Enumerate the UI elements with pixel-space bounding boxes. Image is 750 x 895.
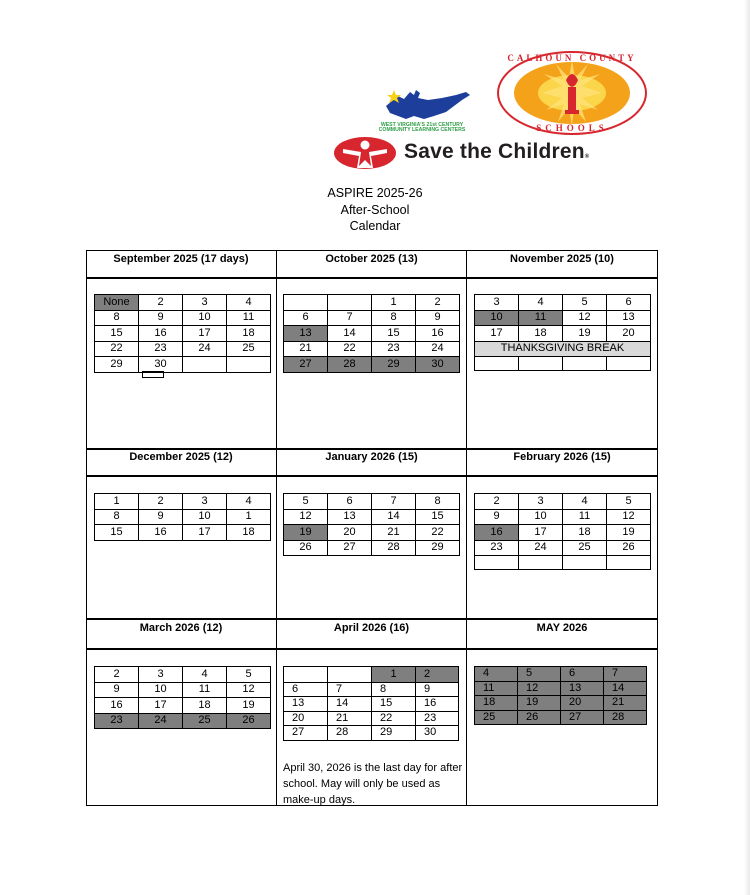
day-cell <box>607 556 651 570</box>
day-cell: 19 <box>518 696 561 711</box>
day-cell: 16 <box>416 326 460 342</box>
day-cell: 30 <box>416 357 460 373</box>
day-cell: 13 <box>607 310 651 326</box>
day-cell: 29 <box>95 357 139 373</box>
calendar-october <box>283 294 460 373</box>
day-cell: 16 <box>95 698 139 714</box>
day-cell: 2 <box>416 295 460 311</box>
day-cell: 24 <box>183 341 227 357</box>
calendar-january <box>283 493 460 556</box>
day-cell: 10 <box>519 509 563 525</box>
day-cell: 28 <box>328 726 372 741</box>
day-cell: 18 <box>227 525 271 541</box>
day-cell: 19 <box>607 525 651 541</box>
day-cell: 28 <box>604 710 647 725</box>
day-cell: 11 <box>563 509 607 525</box>
day-cell: 23 <box>416 711 459 726</box>
calendar-may <box>474 666 647 725</box>
calendar-december <box>94 493 271 541</box>
page-edge <box>744 0 750 895</box>
day-cell: 2 <box>416 667 459 683</box>
day-cell: 14 <box>604 681 647 696</box>
day-cell: 23 <box>372 341 416 357</box>
day-cell: 3 <box>519 494 563 510</box>
day-cell: 17 <box>139 698 183 714</box>
month-title-november: November 2025 (10) <box>510 253 614 265</box>
day-cell: 13 <box>284 697 328 712</box>
day-cell: 7 <box>604 667 647 682</box>
day-cell <box>519 556 563 570</box>
calendar-april <box>283 666 459 741</box>
day-cell: 10 <box>183 310 227 326</box>
wv-21st-century-logo <box>358 86 490 134</box>
row-divider <box>86 277 658 279</box>
day-cell: 10 <box>139 682 183 698</box>
day-cell: 9 <box>95 682 139 698</box>
day-cell: 28 <box>328 357 372 373</box>
calendar-september <box>94 294 271 373</box>
calendar-november <box>474 294 651 371</box>
day-cell: 8 <box>95 509 139 525</box>
month-title-january: January 2026 (15) <box>325 451 418 463</box>
day-cell: 28 <box>372 540 416 556</box>
day-cell: 25 <box>183 713 227 729</box>
day-cell: 18 <box>563 525 607 541</box>
day-cell: 5 <box>518 667 561 682</box>
day-cell: 23 <box>95 713 139 729</box>
title-line-1: ASPIRE 2025-26 <box>327 186 423 200</box>
column-divider <box>276 250 277 806</box>
column-divider <box>466 250 467 806</box>
day-cell: 16 <box>139 525 183 541</box>
day-cell: 19 <box>563 326 607 342</box>
calendar-title <box>300 185 450 235</box>
day-cell: 7 <box>372 494 416 510</box>
day-cell: 2 <box>95 667 139 683</box>
day-cell: 23 <box>475 540 519 556</box>
day-cell: 9 <box>139 310 183 326</box>
day-cell: 3 <box>475 295 519 311</box>
day-cell: 24 <box>416 341 460 357</box>
day-cell: 6 <box>284 310 328 326</box>
day-cell: 4 <box>227 494 271 510</box>
day-cell: 8 <box>416 494 460 510</box>
day-cell: 16 <box>139 326 183 342</box>
title-line-3: Calendar <box>349 219 401 233</box>
day-cell: 15 <box>372 326 416 342</box>
day-cell: 8 <box>372 682 416 697</box>
day-cell <box>607 357 651 371</box>
row-divider <box>86 648 658 650</box>
day-cell: 29 <box>372 357 416 373</box>
day-cell: 6 <box>284 682 328 697</box>
day-cell: 13 <box>328 509 372 525</box>
day-cell: 22 <box>328 341 372 357</box>
day-cell: 11 <box>227 310 271 326</box>
day-cell: 4 <box>519 295 563 311</box>
day-cell: 4 <box>227 295 271 311</box>
day-cell <box>328 295 372 311</box>
day-cell: 17 <box>183 326 227 342</box>
title-line-2: After-School <box>340 202 410 217</box>
day-cell: 30 <box>416 726 459 741</box>
day-cell: 12 <box>518 681 561 696</box>
day-cell: 25 <box>563 540 607 556</box>
month-title-may: MAY 2026 <box>536 622 588 634</box>
day-cell: 12 <box>563 310 607 326</box>
day-cell: 5 <box>284 494 328 510</box>
day-cell <box>328 667 372 683</box>
day-cell: 18 <box>519 326 563 342</box>
row-divider <box>86 475 658 477</box>
month-title-march: March 2026 (12) <box>139 622 223 634</box>
svg-text:CALHOUN COUNTY: CALHOUN COUNTY <box>507 53 637 63</box>
day-cell: 17 <box>183 525 227 541</box>
row-divider <box>86 618 658 620</box>
day-cell: 13 <box>561 681 604 696</box>
day-cell: 20 <box>561 696 604 711</box>
day-cell: 10 <box>475 310 519 326</box>
day-cell: 26 <box>607 540 651 556</box>
day-cell: 27 <box>328 540 372 556</box>
day-cell: 12 <box>227 682 271 698</box>
day-cell <box>563 357 607 371</box>
day-cell: None <box>95 295 139 311</box>
day-cell: 8 <box>95 310 139 326</box>
day-cell: 9 <box>475 509 519 525</box>
day-cell <box>563 556 607 570</box>
day-cell: 5 <box>563 295 607 311</box>
day-cell: 20 <box>607 326 651 342</box>
day-cell: 15 <box>416 509 460 525</box>
day-cell: 1 <box>95 494 139 510</box>
day-cell: 16 <box>475 525 519 541</box>
last-day-note: April 30, 2026 is the last day for after school. May will only be used as make-up days. <box>283 762 463 806</box>
day-cell: 26 <box>518 710 561 725</box>
day-cell: 30 <box>139 357 183 373</box>
day-cell: 4 <box>563 494 607 510</box>
day-cell: 13 <box>284 326 328 342</box>
calendar-march <box>94 666 271 729</box>
row-divider <box>86 448 658 450</box>
day-cell <box>183 357 227 373</box>
day-cell: 9 <box>139 509 183 525</box>
svg-text:COMMUNITY LEARNING CENTERS: COMMUNITY LEARNING CENTERS <box>378 127 466 133</box>
day-cell: 23 <box>139 341 183 357</box>
day-cell: 29 <box>372 726 416 741</box>
day-cell: 6 <box>607 295 651 311</box>
day-cell: 24 <box>519 540 563 556</box>
day-cell: 22 <box>416 525 460 541</box>
day-cell: 5 <box>227 667 271 683</box>
day-cell: 12 <box>284 509 328 525</box>
day-cell: 7 <box>328 310 372 326</box>
month-title-september: September 2025 (17 days) <box>113 253 249 265</box>
day-cell: 10 <box>183 509 227 525</box>
day-cell: 29 <box>416 540 460 556</box>
day-cell: 21 <box>284 341 328 357</box>
day-cell: 14 <box>372 509 416 525</box>
day-cell: 11 <box>519 310 563 326</box>
day-cell: 9 <box>416 682 459 697</box>
calhoun-county-schools-seal <box>496 50 648 136</box>
month-title-december: December 2025 (12) <box>129 451 233 463</box>
day-cell: 6 <box>561 667 604 682</box>
day-cell <box>227 357 271 373</box>
day-cell: 21 <box>604 696 647 711</box>
day-cell: 2 <box>475 494 519 510</box>
svg-text:SCHOOLS: SCHOOLS <box>536 123 608 133</box>
svg-text:WEST VIRGINIA'S 21st CENTURY: WEST VIRGINIA'S 21st CENTURY <box>380 122 464 128</box>
day-cell <box>284 667 328 683</box>
day-cell: 1 <box>372 295 416 311</box>
day-cell: 19 <box>284 525 328 541</box>
day-cell: 2 <box>139 494 183 510</box>
day-cell: 18 <box>183 698 227 714</box>
day-cell: 20 <box>284 711 328 726</box>
day-cell: 27 <box>284 357 328 373</box>
month-title-april: April 2026 (16) <box>333 622 410 634</box>
day-cell: 4 <box>183 667 227 683</box>
day-cell: 25 <box>475 710 518 725</box>
day-cell: 2 <box>139 295 183 311</box>
day-cell: 1 <box>372 667 416 683</box>
day-cell: 18 <box>227 326 271 342</box>
month-title-february: February 2026 (15) <box>513 451 611 463</box>
day-cell: 11 <box>475 681 518 696</box>
save-the-children-wordmark: Save the Children® <box>404 140 590 163</box>
day-cell: 26 <box>227 713 271 729</box>
day-cell: 24 <box>139 713 183 729</box>
day-cell: 26 <box>284 540 328 556</box>
day-cell: 9 <box>416 310 460 326</box>
day-cell: 14 <box>328 326 372 342</box>
day-cell <box>519 357 563 371</box>
day-cell: 18 <box>475 696 518 711</box>
day-cell: 11 <box>183 682 227 698</box>
day-cell <box>475 357 519 371</box>
day-cell: 27 <box>284 726 328 741</box>
day-cell: 8 <box>372 310 416 326</box>
day-cell: 7 <box>328 682 372 697</box>
day-cell: 22 <box>95 341 139 357</box>
thanksgiving-break: THANKSGIVING BREAK <box>475 341 651 357</box>
small-empty-box <box>142 371 164 378</box>
day-cell: 21 <box>328 711 372 726</box>
day-cell: 15 <box>372 697 416 712</box>
day-cell: 3 <box>183 494 227 510</box>
day-cell: 27 <box>561 710 604 725</box>
day-cell: 4 <box>475 667 518 682</box>
day-cell: 14 <box>328 697 372 712</box>
day-cell: 19 <box>227 698 271 714</box>
day-cell: 3 <box>139 667 183 683</box>
day-cell: 12 <box>607 509 651 525</box>
day-cell: 15 <box>95 326 139 342</box>
day-cell <box>284 295 328 311</box>
day-cell: 3 <box>183 295 227 311</box>
day-cell <box>475 556 519 570</box>
save-the-children-icon <box>333 136 397 170</box>
day-cell: 17 <box>475 326 519 342</box>
day-cell: 21 <box>372 525 416 541</box>
day-cell: 25 <box>227 341 271 357</box>
month-title-october: October 2025 (13) <box>325 253 418 265</box>
day-cell: 20 <box>328 525 372 541</box>
day-cell: 5 <box>607 494 651 510</box>
calendar-february <box>474 493 651 570</box>
day-cell: 6 <box>328 494 372 510</box>
day-cell: 1 <box>227 509 271 525</box>
day-cell: 22 <box>372 711 416 726</box>
day-cell: 15 <box>95 525 139 541</box>
day-cell: 17 <box>519 525 563 541</box>
day-cell: 16 <box>416 697 459 712</box>
